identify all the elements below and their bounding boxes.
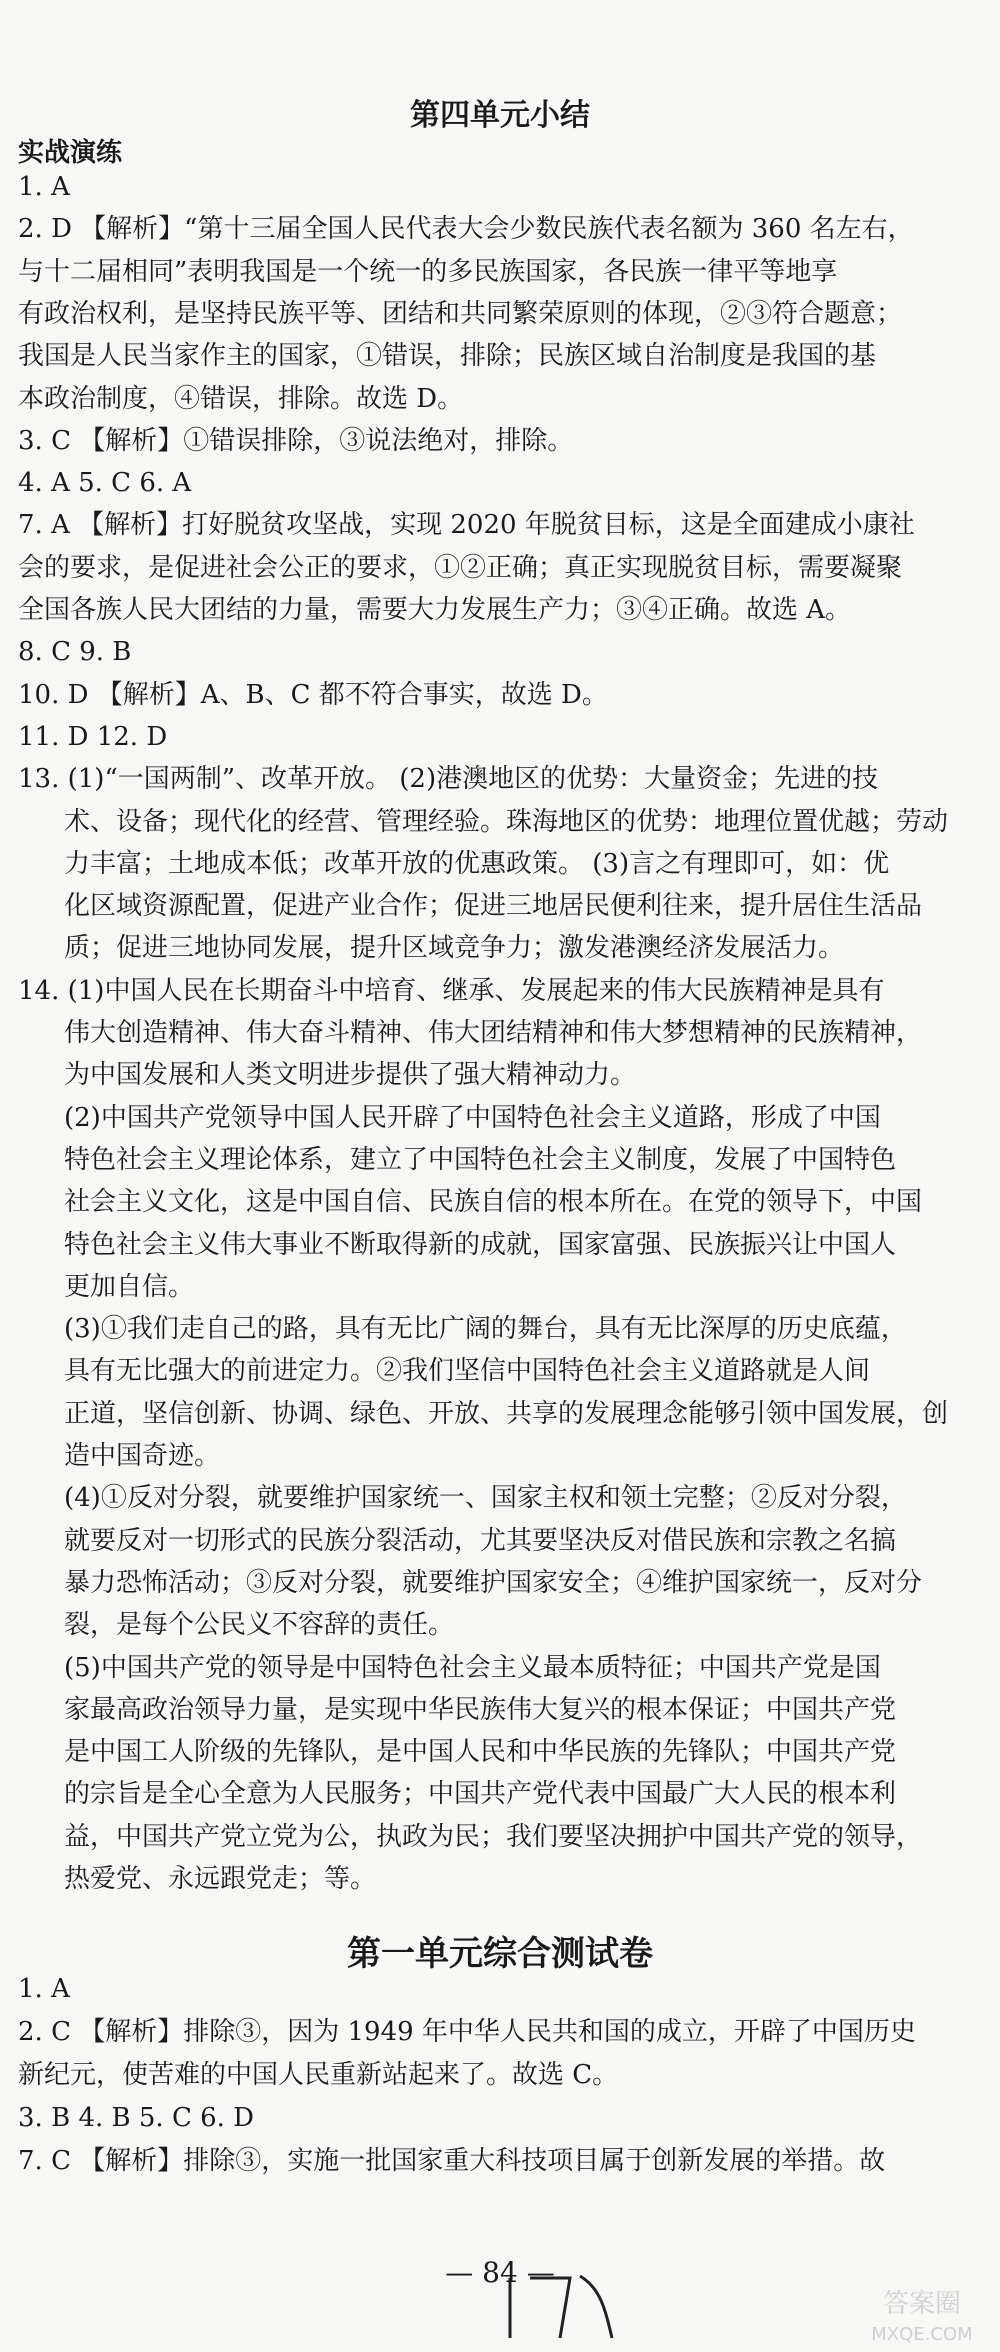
answer-line: 2. D 【解析】“第十三届全国人民代表大会少数民族代表名额为 360 名左右， [18, 214, 914, 245]
answer-line: (2)中国共产党领导中国人民开辟了中国特色社会主义道路，形成了中国 [64, 1102, 881, 1133]
answer-line: 更加自信。 [64, 1271, 195, 1302]
answer-line: 7. A 【解析】打好脱贫攻坚战，实现 2020 年脱贫目标，这是全面建成小康社 [18, 510, 915, 541]
answer-line: 7. C 【解析】排除③，实施一批国家重大科技项目属于创新发展的举措。故 [18, 2146, 886, 2176]
svg-text:MXQE.COM: MXQE.COM [871, 2324, 973, 2345]
answer-line: (3)①我们走自己的路，具有无比广阔的舞台，具有无比深厚的历史底蕴， [64, 1314, 907, 1345]
answer-line: 有政治权利，是坚持民族平等、团结和共同繁荣原则的体现，②③符合题意； [18, 298, 903, 329]
answer-line: 术、设备；现代化的经营、管理经验。珠海地区的优势：地理位置优越；劳动 [64, 806, 949, 837]
answer-line: 1. A [18, 1974, 70, 2004]
answer-line: 正道，坚信创新、协调、绿色、开放、共享的发展理念能够引领中国发展，创 [64, 1398, 949, 1429]
answer-line: 3. C 【解析】①错误排除，③说法绝对，排除。 [18, 425, 574, 456]
answer-line: 为中国发展和人类文明进步提供了强大精神动力。 [64, 1060, 637, 1091]
answer-line: 13. (1)“一国两制”、改革开放。 (2)港澳地区的优势：大量资金；先进的技 [18, 764, 879, 795]
answer-line: 特色社会主义伟大事业不断取得新的成就，国家富强、民族振兴让中国人 [64, 1229, 897, 1260]
watermark-logo [852, 2280, 992, 2350]
answer-line: 就要反对一切形式的民族分裂活动，尤其要坚决反对借民族和宗教之名搞 [64, 1525, 897, 1556]
handwritten-mark [500, 2268, 620, 2348]
answer-line: 全国各族人民大团结的力量，需要大力发展生产力；③④正确。故选 A。 [18, 595, 852, 625]
answer-line: 本政治制度，④错误，排除。故选 D。 [18, 383, 464, 414]
answer-line: 10. D 【解析】A、B、C 都不符合事实，故选 D。 [18, 679, 608, 710]
answer-line: 4. A 5. C 6. A [18, 468, 192, 499]
answer-line: 伟大创造精神、伟大奋斗精神、伟大团结精神和伟大梦想精神的民族精神， [64, 1018, 923, 1048]
section-title-2: 第一单元综合测试卷 [347, 1934, 653, 1974]
answer-line: 3. B 4. B 5. C 6. D [18, 2103, 255, 2133]
answer-line: 特色社会主义理论体系，建立了中国特色社会主义制度，发展了中国特色 [64, 1144, 897, 1175]
answer-line: 是中国工人阶级的先锋队，是中国人民和中华民族的先锋队；中国共产党 [64, 1737, 897, 1768]
answer-line: 益，中国共产党立党为公，执政为民；我们要坚决拥护中国共产党的领导， [64, 1821, 923, 1852]
subtitle: 实战演练 [18, 138, 123, 168]
answer-line: 裂，是每个公民义不容辞的责任。 [64, 1610, 455, 1641]
answer-line: 力丰富；土地成本低；改革开放的优惠政策。 (3)言之有理即可，如：优 [64, 848, 890, 879]
answer-line: 我国是人民当家作主的国家，①错误，排除；民族区域自治制度是我国的基 [18, 341, 877, 372]
answer-line: 热爱党、永远跟党走；等。 [64, 1864, 377, 1894]
answer-line: (5)中国共产党的领导是中国特色社会主义最本质特征；中国共产党是国 [64, 1652, 881, 1683]
answer-line: 11. D 12. D [18, 721, 168, 752]
answer-line: 社会主义文化，这是中国自信、民族自信的根本所在。在党的领导下，中国 [64, 1187, 923, 1218]
answer-line: 与十二届相同”表明我国是一个统一的多民族国家，各民族一律平等地享 [18, 256, 838, 287]
answer-line: 质；促进三地协同发展，提升区域竞争力；激发港澳经济发展活力。 [64, 933, 845, 964]
section-title: 第四单元小结 [410, 98, 590, 133]
svg-text:答案圈: 答案圈 [882, 2289, 962, 2319]
page-number: — 84 — [445, 2256, 555, 2289]
answer-line: 2. C 【解析】排除③，因为 1949 年中华人民共和国的成立，开辟了中国历史 [18, 2017, 916, 2047]
answer-line: 化区域资源配置，促进产业合作；促进三地居民便利往来，提升居住生活品 [64, 891, 923, 922]
answer-line: 1. A [18, 172, 70, 202]
answer-line: 会的要求，是促进社会公正的要求，①②正确；真正实现脱贫目标，需要凝聚 [18, 552, 903, 583]
answer-line: 的宗旨是全心全意为人民服务；中国共产党代表中国最广大人民的根本利 [64, 1779, 897, 1810]
answer-line: (4)①反对分裂，就要维护国家统一、国家主权和领土完整；②反对分裂， [64, 1483, 907, 1514]
answer-line: 造中国奇迹。 [64, 1441, 221, 1471]
answer-line: 新纪元，使苦难的中国人民重新站起来了。故选 C。 [18, 2060, 619, 2090]
answer-line: 14. (1)中国人民在长期奋斗中培育、继承、发展起来的伟大民族精神是具有 [18, 975, 885, 1006]
answer-line: 8. C 9. B [18, 637, 132, 668]
answer-line: 暴力恐怖活动；③反对分裂，就要维护国家安全；④维护国家统一，反对分 [64, 1567, 923, 1598]
answer-line: 具有无比强大的前进定力。②我们坚信中国特色社会主义道路就是人间 [64, 1356, 871, 1387]
answer-line: 家最高政治领导力量，是实现中华民族伟大复兴的根本保证；中国共产党 [64, 1694, 897, 1725]
